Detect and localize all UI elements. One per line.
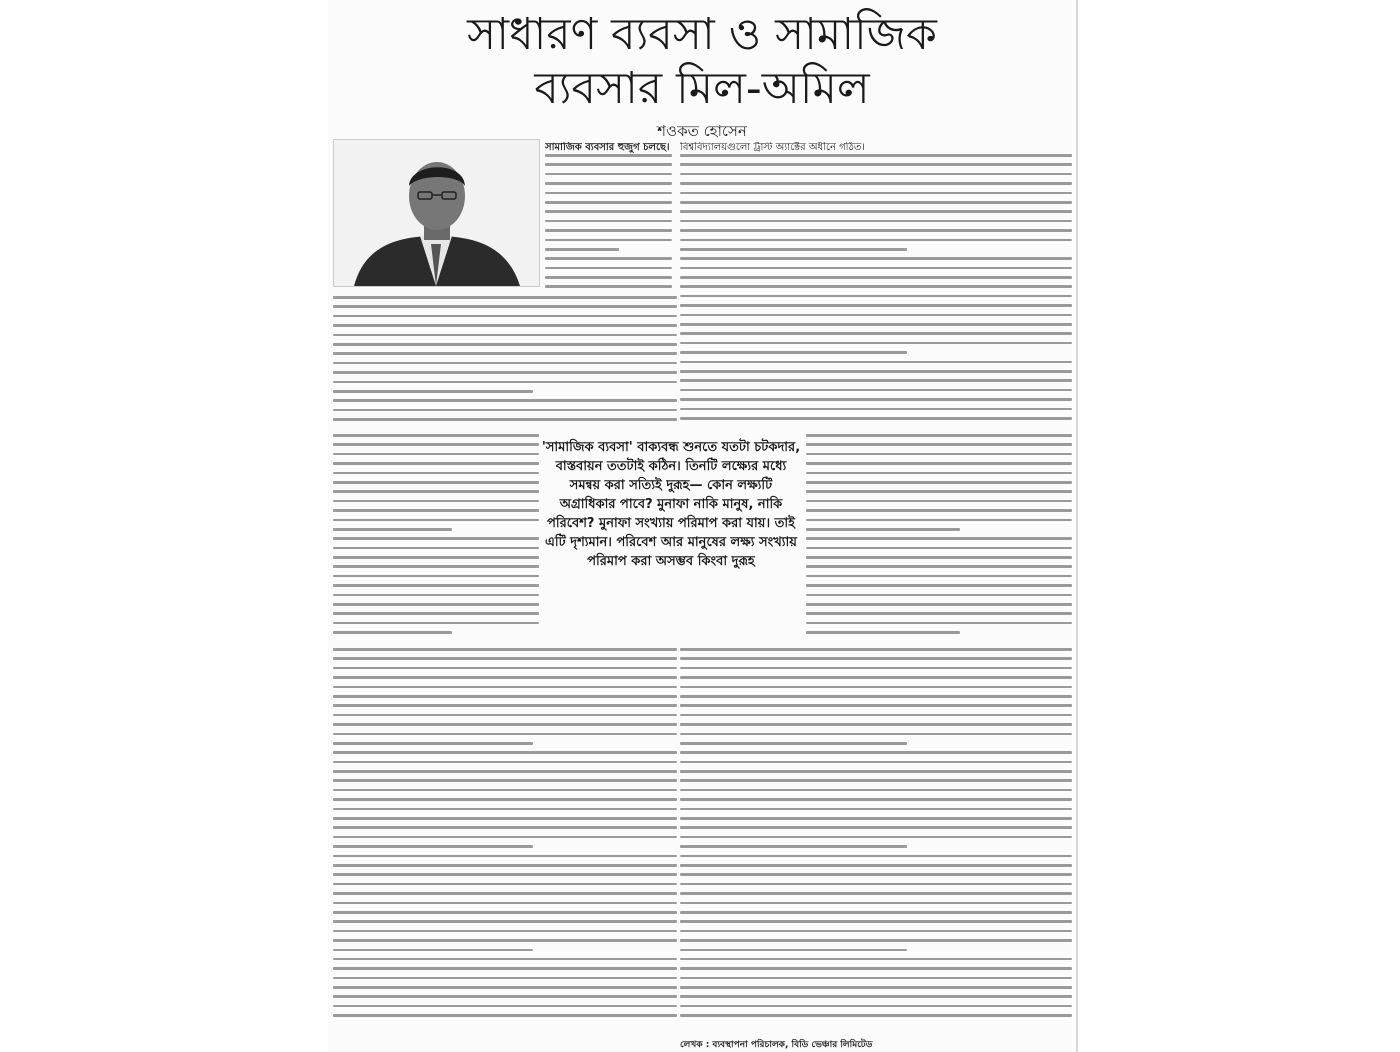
body-text-line <box>806 565 1072 568</box>
body-text-line <box>333 695 677 698</box>
body-text-line <box>680 817 1072 820</box>
body-text-line <box>333 902 677 905</box>
body-text-line <box>333 305 677 308</box>
body-column-1-bottom <box>333 648 677 1032</box>
body-text-line <box>680 995 1072 998</box>
body-text-line <box>680 389 1072 392</box>
body-text-line <box>545 229 672 232</box>
body-text-line <box>333 770 677 773</box>
body-text-line <box>333 704 677 707</box>
body-text-line <box>806 453 1072 456</box>
body-column-1-narrow <box>333 434 539 646</box>
body-text-line <box>680 182 1072 185</box>
column-1-lead-text: সামাজিক ব্যবসার হুজুগ চলছে। <box>545 142 670 153</box>
body-text-line <box>680 351 907 354</box>
body-text-line <box>680 733 1072 736</box>
body-text-line <box>680 704 1072 707</box>
body-text-line <box>333 443 539 446</box>
body-text-line <box>333 817 677 820</box>
body-text-line <box>806 603 1072 606</box>
body-text-line <box>680 332 1072 335</box>
body-text-line <box>806 528 960 531</box>
body-text-line <box>680 154 1072 157</box>
body-text-line <box>806 575 1072 578</box>
body-text-line <box>680 920 1072 923</box>
body-text-line <box>545 276 672 279</box>
body-text-line <box>680 855 1072 858</box>
body-text-line <box>545 163 672 166</box>
body-text-line <box>680 314 1072 317</box>
body-text-line <box>680 379 1072 382</box>
body-text-line <box>680 742 907 745</box>
body-text-line <box>680 1005 1072 1008</box>
body-text-line <box>680 648 1072 651</box>
body-text-line <box>680 370 1072 373</box>
body-text-line <box>333 873 677 876</box>
body-text-line <box>333 845 533 848</box>
body-text-line <box>333 565 539 568</box>
body-text-line <box>680 986 1072 989</box>
body-text-line <box>680 398 1072 401</box>
body-text-line <box>806 462 1072 465</box>
headline-line-1: সাধারণ ব্যবসা ও সামাজিক <box>467 9 937 60</box>
body-text-line <box>680 173 1072 176</box>
body-text-line <box>680 239 1072 242</box>
body-text-line <box>680 836 1072 839</box>
body-text-line <box>333 418 677 421</box>
body-text-line <box>333 362 677 365</box>
body-text-line <box>333 939 677 942</box>
body-text-line <box>333 742 533 745</box>
body-text-line <box>333 751 677 754</box>
body-text-line <box>680 883 1072 886</box>
body-text-line <box>333 967 677 970</box>
body-text-line <box>333 434 539 437</box>
body-text-line <box>680 977 1072 980</box>
body-text-line <box>333 657 677 660</box>
body-text-line <box>680 686 1072 689</box>
body-text-line <box>333 826 677 829</box>
body-text-line <box>333 648 677 651</box>
body-text-line <box>333 481 539 484</box>
body-text-line <box>680 248 907 251</box>
body-text-line <box>806 631 960 634</box>
body-text-line <box>545 285 672 288</box>
body-text-line <box>680 323 1072 326</box>
body-text-line <box>806 434 1072 437</box>
body-text-line <box>680 949 907 952</box>
article-page <box>328 0 1076 1052</box>
body-text-line <box>680 958 1072 961</box>
body-text-line <box>333 667 677 670</box>
body-text-line <box>545 257 672 260</box>
body-text-line <box>545 182 672 185</box>
body-text-line <box>333 949 533 952</box>
body-text-line <box>680 276 1072 279</box>
body-text-line <box>806 547 1072 550</box>
body-text-line <box>333 334 677 337</box>
body-text-line <box>680 342 1072 345</box>
body-text-line <box>680 789 1072 792</box>
body-text-line <box>545 267 672 270</box>
body-column-1-top <box>545 142 672 302</box>
body-text-line <box>680 798 1072 801</box>
body-text-line <box>545 201 672 204</box>
pull-quote: 'সামাজিক ব্যবসা' বাক্যবন্ধ শুনতে যতটা চটকদার, বাস্তবায়ন ততটাই কঠিন। তিনটি লক্ষ্যের মধ্যে সমন্বয় করা সত্যিই দুরূহ— কোন লক্ষ্যটি অগ্রাধিকার পাবে? মুনাফা নাকি মানুষ, নাকি পরিবেশ? মুনাফা সংখ্যায় পরিমাপ করা যায়। তাই এটি দৃশ্যমান। পরিবেশ আর মানুষের লক্ষ্য সংখ্যায় পরিমাপ করা অসম্ভব কিংবা দুরূহ <box>541 434 801 646</box>
body-text-line <box>680 201 1072 204</box>
body-text-line <box>806 537 1072 540</box>
body-text-line <box>545 173 672 176</box>
body-text-line <box>333 371 677 374</box>
body-text-line <box>680 911 1072 914</box>
body-text-line <box>680 1014 1072 1017</box>
body-text-line <box>333 490 539 493</box>
body-text-line <box>333 779 677 782</box>
body-text-line <box>680 417 1072 420</box>
body-text-line <box>333 528 452 531</box>
body-text-line <box>680 285 1072 288</box>
body-text-line <box>545 192 672 195</box>
body-text-line <box>333 930 677 933</box>
body-column-1-full <box>333 296 677 434</box>
body-text-line <box>333 789 677 792</box>
body-text-line <box>680 210 1072 213</box>
body-text-line <box>333 977 677 980</box>
body-text-line <box>333 733 677 736</box>
body-text-line <box>333 911 677 914</box>
headline-line-2: ব্যবসার মিল-অমিল <box>534 63 870 114</box>
body-text-line <box>806 584 1072 587</box>
body-text-line <box>333 500 539 503</box>
body-text-line <box>333 995 677 998</box>
body-text-line <box>333 1005 677 1008</box>
body-text-line <box>333 315 677 318</box>
body-text-line <box>333 472 539 475</box>
body-text-line <box>680 873 1072 876</box>
body-text-line <box>333 584 539 587</box>
body-column-2-top <box>680 142 1072 434</box>
body-text-line <box>680 257 1072 260</box>
body-text-line <box>333 958 677 961</box>
body-text-line <box>333 381 677 384</box>
body-text-line <box>680 676 1072 679</box>
body-text-line <box>333 556 539 559</box>
body-text-line <box>680 864 1072 867</box>
body-column-2-bottom <box>680 648 1072 1032</box>
body-text-line <box>333 723 677 726</box>
body-text-line <box>545 210 672 213</box>
body-text-line <box>806 519 1072 522</box>
body-text-line <box>333 1014 677 1017</box>
body-text-line <box>806 612 1072 615</box>
body-text-line <box>680 361 1072 364</box>
body-text-line <box>680 808 1072 811</box>
body-text-line <box>806 622 1072 625</box>
body-text-line <box>333 761 677 764</box>
body-text-line <box>680 714 1072 717</box>
body-text-line <box>333 462 539 465</box>
body-text-line <box>333 296 677 299</box>
body-text-line <box>806 443 1072 446</box>
byline: শওকত হোসেন <box>657 122 747 140</box>
body-text-line <box>333 883 677 886</box>
body-text-line <box>333 686 677 689</box>
body-text-line <box>333 836 677 839</box>
body-text-line <box>806 490 1072 493</box>
body-text-line <box>333 575 539 578</box>
body-text-line <box>545 154 672 157</box>
body-text-line <box>680 163 1072 166</box>
body-text-line <box>333 352 677 355</box>
body-text-line <box>680 826 1072 829</box>
body-text-line <box>806 509 1072 512</box>
body-text-line <box>333 855 677 858</box>
body-text-line <box>545 239 672 242</box>
body-text-line <box>806 500 1072 503</box>
column-2-lead-text: বিশ্ববিদ্যালয়গুলো ট্রাস্ট অ্যাক্টের অধীনে গঠিত। <box>680 142 865 153</box>
body-text-line <box>333 603 539 606</box>
body-text-line <box>680 892 1072 895</box>
body-text-line <box>333 676 677 679</box>
body-text-line <box>680 657 1072 660</box>
body-text-line <box>680 845 907 848</box>
body-text-line <box>333 409 677 412</box>
body-text-line <box>680 667 1072 670</box>
body-text-line <box>680 967 1072 970</box>
body-text-line <box>545 220 672 223</box>
body-text-line <box>680 304 1072 307</box>
body-text-line <box>333 612 539 615</box>
body-text-line <box>680 761 1072 764</box>
body-text-line <box>680 930 1072 933</box>
body-text-line <box>333 986 677 989</box>
body-text-line <box>333 509 539 512</box>
body-text-line <box>680 295 1072 298</box>
body-text-line <box>333 537 539 540</box>
body-text-line <box>333 798 677 801</box>
body-column-2-narrow <box>806 434 1072 646</box>
body-text-line <box>333 519 539 522</box>
body-text-line <box>333 594 539 597</box>
author-note: লেখক : ব্যবস্থাপনা পরিচালক, বিডি ভেঞ্চার লিমিটেড <box>680 1040 873 1050</box>
body-text-line <box>680 229 1072 232</box>
body-text-line <box>806 472 1072 475</box>
body-text-line <box>545 248 619 251</box>
body-text-line <box>333 864 677 867</box>
body-text-line <box>333 390 533 393</box>
body-text-line <box>333 622 539 625</box>
body-text-line <box>680 902 1072 905</box>
body-text-line <box>680 939 1072 942</box>
portrait-image <box>334 140 539 286</box>
body-text-line <box>806 594 1072 597</box>
body-text-line <box>333 808 677 811</box>
body-text-line <box>680 723 1072 726</box>
body-text-line <box>680 267 1072 270</box>
body-text-line <box>680 695 1072 698</box>
body-text-line <box>333 714 677 717</box>
body-text-line <box>806 481 1072 484</box>
body-text-line <box>333 892 677 895</box>
body-text-line <box>333 453 539 456</box>
body-text-line <box>333 324 677 327</box>
body-text-line <box>333 631 452 634</box>
body-text-line <box>333 343 677 346</box>
body-text-line <box>806 556 1072 559</box>
body-text-line <box>680 408 1072 411</box>
body-text-line <box>680 220 1072 223</box>
body-text-line <box>680 192 1072 195</box>
body-text-line <box>333 920 677 923</box>
body-text-line <box>333 547 539 550</box>
body-text-line <box>333 399 677 402</box>
body-text-line <box>680 751 1072 754</box>
body-text-line <box>680 779 1072 782</box>
author-photo <box>333 139 540 287</box>
body-text-line <box>680 770 1072 773</box>
page-edge-rule <box>1076 0 1078 1052</box>
